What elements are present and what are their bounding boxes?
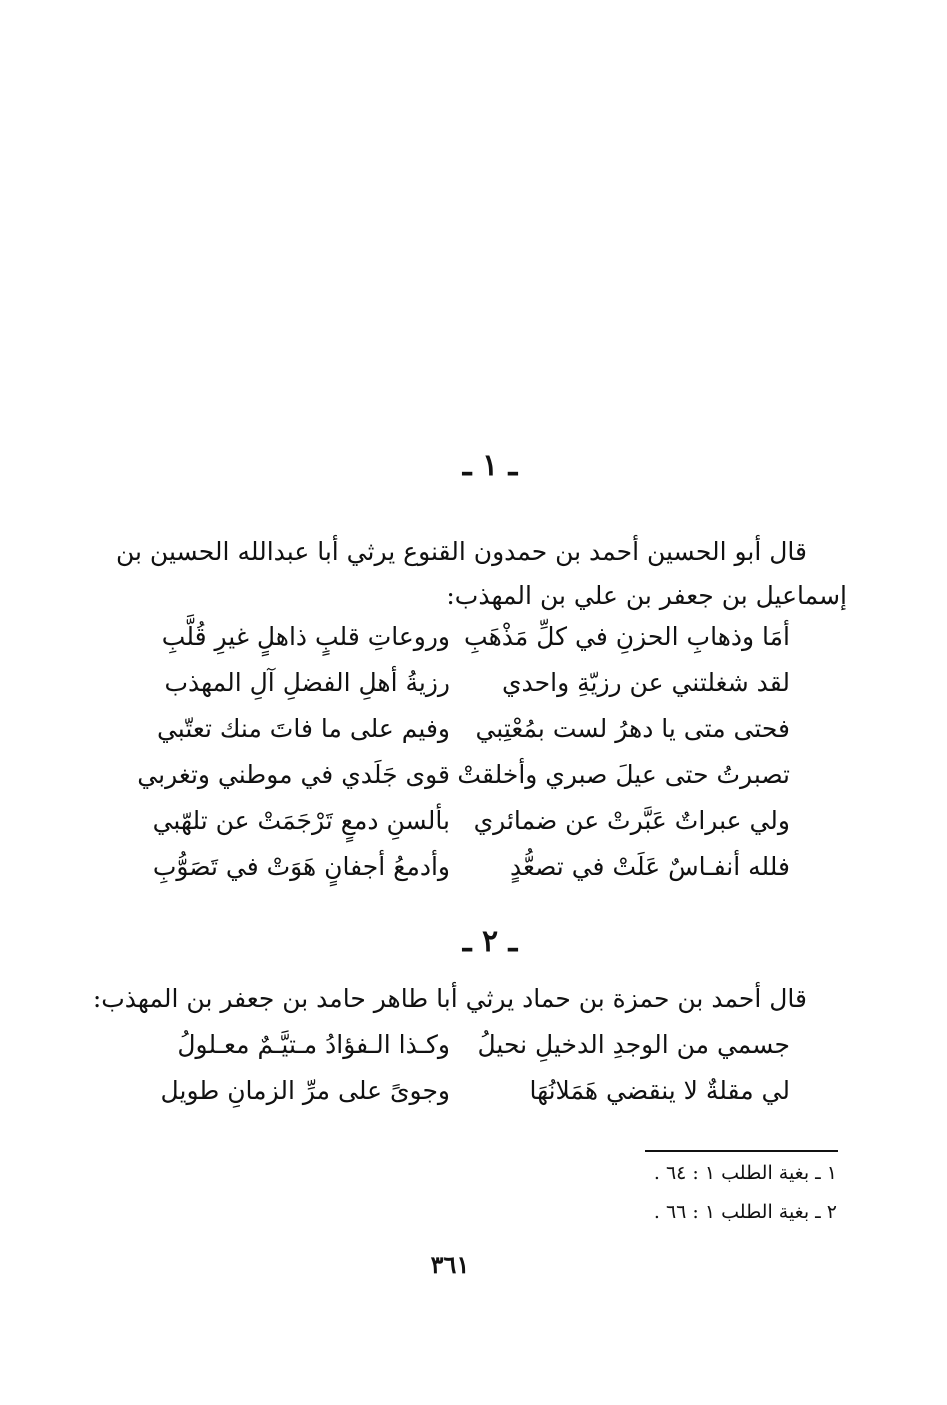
verse-row (161, 622, 790, 668)
verse-row (137, 760, 790, 806)
verse-second-hemistich: وجوىً على مرِّ الزمانِ طويل (160, 1076, 450, 1105)
footnote-1: ١ ـ بغية الطلب ١ : ٦٤ . (653, 1162, 837, 1184)
verse-second-hemistich: بألسنِ دمعٍ تَرْجَمَتْ عن تلهّبي (152, 806, 450, 835)
verse-row (152, 806, 790, 852)
footnote-divider (645, 1150, 838, 1152)
verse-second-hemistich: وروعاتِ قلبٍ ذاهلٍ غيرِ قُلَّبِ (161, 622, 450, 651)
verse-row (152, 852, 790, 898)
verse-first-hemistich: أمَا وذهابِ الحزنِ في كلِّ مَذْهَبِ (464, 622, 790, 651)
verse-first-hemistich: فحتى متى يا دهرُ لست بمُعْتِبي (475, 714, 790, 743)
verse-second-hemistich: وكـذا الـفؤادُ مـتيَّـمٌ معـلولُ (177, 1030, 450, 1059)
page-number: ٣٦١ (430, 1250, 470, 1279)
section-2-intro-line-1: قال أحمد بن حمزة بن حماد يرثي أبا طاهر حامد بن جعفر بن المهذب: (92, 984, 807, 1013)
verse-second-hemistich: قوى جَلَدي في موطني وتغربي (137, 760, 450, 789)
verse-row (160, 1076, 790, 1122)
verse-second-hemistich: وأدمعُ أجفانٍ هَوَتْ في تَصَوُّبِ (152, 852, 450, 881)
verse-second-hemistich: رزيةُ أهلِ الفضلِ آلِ المهذب (164, 668, 450, 697)
section-1-intro-line-1: قال أبو الحسين أحمد بن حمدون القنوع يرثي أبا عبدالله الحسين بن (115, 537, 807, 566)
verse-first-hemistich: ولي عبراتٌ عَبَّرتْ عن ضمائري (473, 806, 790, 835)
section-1-intro-line-2: إسماعيل بن جعفر بن علي بن المهذب: (446, 581, 847, 610)
section-number-1: ـ ١ ـ (462, 448, 518, 483)
verse-first-hemistich: لي مقلةٌ لا ينقضي هَمَلانُهَا (529, 1076, 790, 1105)
verse-row (170, 1030, 790, 1076)
section-number-2: ـ ٢ ـ (462, 924, 518, 959)
verse-first-hemistich: تصبرتُ حتى عيلَ صبري وأخلقتْ (457, 760, 790, 789)
verse-first-hemistich: جسمي من الوجدِ الدخيلِ نحيلُ (477, 1030, 790, 1059)
verse-first-hemistich: فلله أنفـاسٌ عَلَتْ في تصعُّدٍ (509, 852, 790, 881)
verse-second-hemistich: وفيم على ما فاتَ منك تعتّبي (156, 714, 450, 743)
verse-row (164, 668, 790, 714)
verse-first-hemistich: لقد شغلتني عن رزيّةِ واحدي (501, 668, 790, 697)
verse-row (156, 714, 790, 760)
footnote-2: ٢ ـ بغية الطلب ١ : ٦٦ . (653, 1201, 837, 1223)
